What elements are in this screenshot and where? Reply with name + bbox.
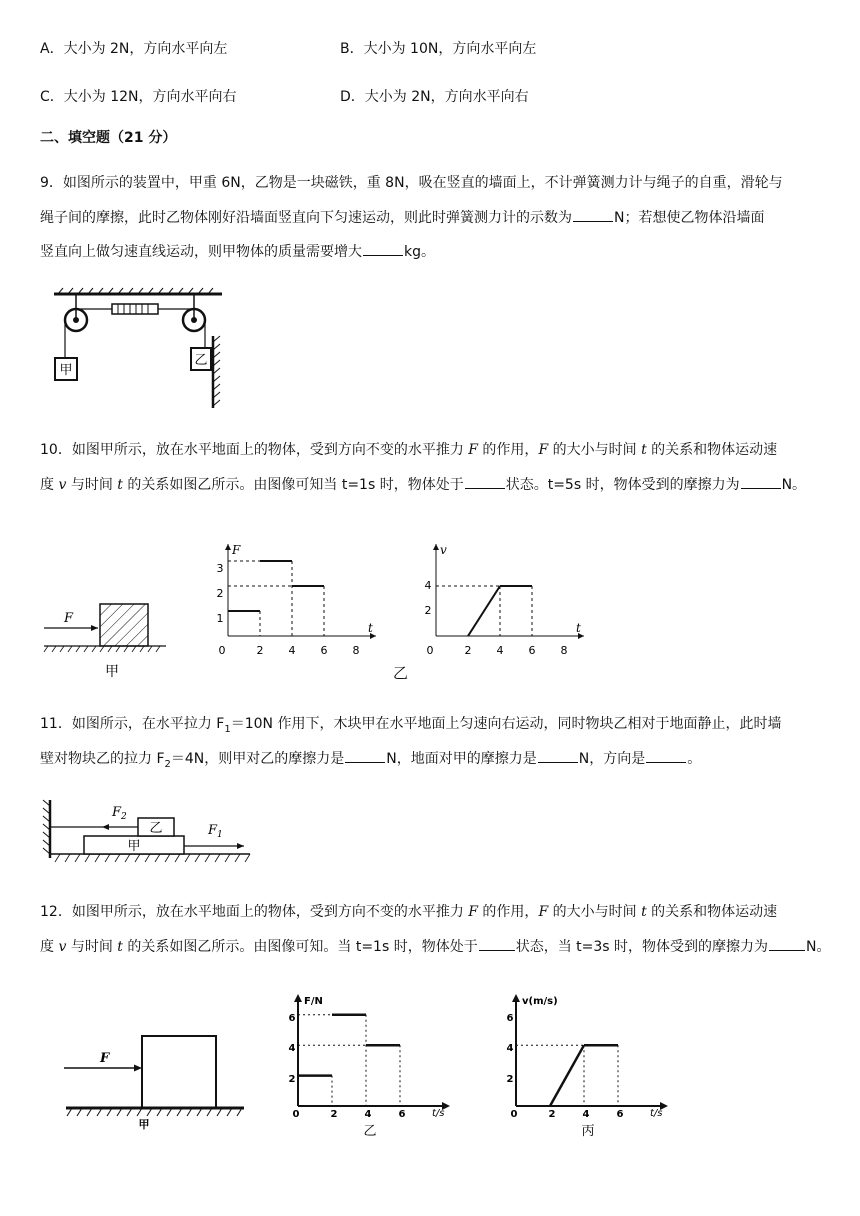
q10-text: 度	[40, 477, 59, 493]
q10-text: 的关系和物体运动速	[646, 442, 778, 458]
q10-var: F	[468, 442, 478, 458]
tick-label: 2	[256, 644, 264, 657]
tick-label: 0	[218, 644, 226, 657]
block	[142, 1036, 216, 1108]
tick-label: 0	[292, 1109, 300, 1120]
label-yi: 乙	[194, 353, 208, 368]
q10-var: t	[117, 477, 123, 493]
q10-text: t=5s	[547, 477, 582, 493]
block	[100, 604, 148, 646]
label-bing: 丙	[581, 1124, 595, 1138]
q11-sub: 1	[224, 723, 231, 735]
axis-label-t: t/s	[432, 1108, 445, 1119]
tick-label: 2	[506, 1074, 514, 1085]
q12-line-1	[40, 902, 777, 922]
option-a: A．大小为 2N，方向水平向左	[40, 41, 228, 57]
q9-line-1: 9．如图所示的装置中，甲重 6N，乙物是一块磁铁，重 8N，吸在竖直的墙面上，不计弹簧测力计与绳子的自重，滑轮与	[40, 175, 783, 191]
q9-text: 竖直向上做匀速直线运动，则甲物体的质量需要增大	[40, 244, 362, 260]
q9-text: kg。	[404, 244, 435, 260]
force-symbol: F	[208, 823, 218, 838]
answer-blank[interactable]	[769, 936, 805, 951]
label-jia: 甲	[127, 839, 141, 854]
q11-line-2	[40, 748, 701, 775]
q9-text: N；若想使乙物体沿墙面	[614, 210, 765, 226]
q12-var: v	[58, 939, 67, 955]
q12-text: 状态，当	[515, 939, 577, 955]
tick-label: 0	[426, 644, 434, 657]
tick-label: 2	[548, 1109, 556, 1120]
label-jia: 甲	[138, 1118, 150, 1130]
tick-label: 6	[320, 644, 328, 657]
q12-text: 时，物体处于	[389, 939, 478, 955]
tick-label: 6	[288, 1013, 296, 1024]
q10-line-1	[40, 440, 777, 460]
axis-label-t: t	[368, 621, 373, 635]
q10-text: 时，物体处于	[375, 477, 464, 493]
q12-var: F	[468, 904, 478, 920]
q10-line-2	[40, 474, 806, 495]
tick-label: 8	[352, 644, 360, 657]
answer-blank[interactable]	[646, 748, 686, 763]
tick-label: 4	[582, 1109, 590, 1120]
answer-blank[interactable]	[573, 207, 613, 222]
tick-label: 3	[216, 562, 224, 575]
answer-blank[interactable]	[538, 748, 578, 763]
tick-label: 2	[424, 604, 432, 617]
label-yi: 乙	[149, 821, 163, 836]
q12-var: t	[641, 904, 647, 920]
q10-text: 状态。	[505, 477, 548, 493]
q12-text: 的大小与时间	[548, 904, 642, 920]
answer-blank[interactable]	[345, 748, 385, 763]
tick-label: 6	[398, 1109, 406, 1120]
force-label-F2	[111, 805, 127, 822]
option-c: C．大小为 12N，方向水平向右	[40, 89, 237, 105]
q11-text: N，方向是	[578, 751, 646, 767]
q12-v-t-graph	[500, 990, 672, 1138]
q12-text: 度	[40, 939, 59, 955]
q11-line-1	[40, 714, 781, 740]
q11-text: ＝4N，则甲对乙的摩擦力是	[170, 751, 345, 767]
axis-label-F: F/N	[304, 996, 323, 1007]
tick-label: 4	[364, 1109, 372, 1120]
q10-text: 的作用，	[477, 442, 539, 458]
q10-text: 时，物体受到的摩擦力为	[581, 477, 740, 493]
q10-v-series	[436, 586, 532, 636]
q10-var: F	[538, 442, 549, 458]
tick-label: 4	[506, 1043, 514, 1054]
q10-var: t	[641, 442, 647, 458]
q11-sub: 2	[164, 758, 171, 770]
q12-v-series	[516, 1045, 618, 1106]
q12-F-series	[298, 1015, 400, 1106]
axis-label-v: v	[440, 543, 447, 557]
label-yi: 乙	[393, 664, 409, 682]
tick-label: 1	[216, 612, 224, 625]
axis-label-t: t/s	[650, 1108, 663, 1119]
tick-label: 6	[616, 1109, 624, 1120]
q10-text: t=1s	[341, 477, 376, 493]
tick-label: 4	[496, 644, 504, 657]
q12-text: t=1s	[355, 939, 390, 955]
q9-pulley-figure	[48, 286, 228, 410]
tick-label: 4	[424, 579, 432, 592]
spring-scale	[112, 304, 158, 314]
q10-var: v	[58, 477, 67, 493]
tick-label: 6	[528, 644, 536, 657]
label-jia: 甲	[105, 664, 119, 680]
force-subscript: 2	[121, 812, 127, 822]
q9-line-3	[40, 241, 435, 262]
answer-blank[interactable]	[741, 474, 781, 489]
tick-label: 0	[510, 1109, 518, 1120]
answer-blank[interactable]	[465, 474, 505, 489]
q12-F-t-graph	[282, 990, 454, 1138]
q12-text: 的关系如图乙所示。由图像可知。当	[122, 939, 356, 955]
q11-text: ＝10N 作用下，木块甲在水平地面上匀速向右运动，同时物块乙相对于地面静止，此时墙	[230, 716, 782, 732]
answer-blank[interactable]	[479, 936, 515, 951]
q12-text: N。	[806, 939, 831, 955]
q12-line-2	[40, 936, 831, 957]
force-label-F1	[207, 823, 223, 840]
q10-v-t-graph	[418, 536, 590, 666]
q12-var: F	[538, 904, 549, 920]
q12-text: 时，物体受到的摩擦力为	[609, 939, 769, 955]
data-segment	[468, 586, 500, 636]
answer-blank[interactable]	[363, 241, 403, 256]
q10-text: N。	[781, 477, 807, 493]
q10-F-series	[228, 561, 324, 636]
force-subscript: 1	[217, 830, 223, 840]
q12-text: 12．如图甲所示，放在水平地面上的物体，受到方向不变的水平推力	[40, 904, 469, 920]
axis-label-t: t	[576, 621, 581, 635]
axis-label-v: v(m/s)	[522, 996, 558, 1007]
force-label: F	[100, 1051, 110, 1066]
axis-label-F: F	[232, 543, 241, 557]
label-jia: 甲	[59, 363, 73, 378]
q12-text: 的作用，	[477, 904, 539, 920]
q11-text: 。	[687, 751, 702, 767]
force-symbol: F	[112, 805, 122, 820]
data-segment	[550, 1045, 584, 1106]
q11-text: 11．如图所示，在水平拉力 F	[40, 716, 225, 732]
q10-block-figure	[40, 596, 170, 686]
option-d: D．大小为 2N，方向水平向右	[340, 89, 529, 105]
force-label: F	[64, 611, 74, 626]
q12-block-figure	[62, 1030, 248, 1130]
tick-label: 2	[288, 1074, 296, 1085]
q9-text: 绳子间的摩擦，此时乙物体刚好沿墙面竖直向下匀速运动，则此时弹簧测力计的示数为	[40, 210, 572, 226]
q11-text: N，地面对甲的摩擦力是	[386, 751, 537, 767]
q12-text: 与时间	[66, 939, 118, 955]
tick-label: 4	[288, 644, 296, 657]
q9-line-2	[40, 207, 764, 228]
q10-F-t-graph	[210, 536, 382, 666]
q10-text: 的大小与时间	[548, 442, 642, 458]
q11-text: 壁对物块乙的拉力 F	[40, 751, 165, 767]
q12-text: 的关系和物体运动速	[646, 904, 778, 920]
option-b: B．大小为 10N，方向水平向左	[340, 41, 537, 57]
q12-text: t=3s	[576, 939, 610, 955]
q10-text: 10．如图甲所示，放在水平地面上的物体，受到方向不变的水平推力	[40, 442, 469, 458]
q11-figure	[40, 796, 260, 868]
tick-label: 8	[560, 644, 568, 657]
section-heading: 二、填空题（21 分）	[40, 130, 177, 146]
q10-text: 的关系如图乙所示。由图像可知当	[122, 477, 342, 493]
label-yi: 乙	[363, 1124, 377, 1138]
tick-label: 2	[464, 644, 472, 657]
q10-text: 与时间	[66, 477, 118, 493]
tick-label: 2	[216, 587, 224, 600]
tick-label: 6	[506, 1013, 514, 1024]
q12-var: t	[117, 939, 123, 955]
tick-label: 2	[330, 1109, 338, 1120]
tick-label: 4	[288, 1043, 296, 1054]
